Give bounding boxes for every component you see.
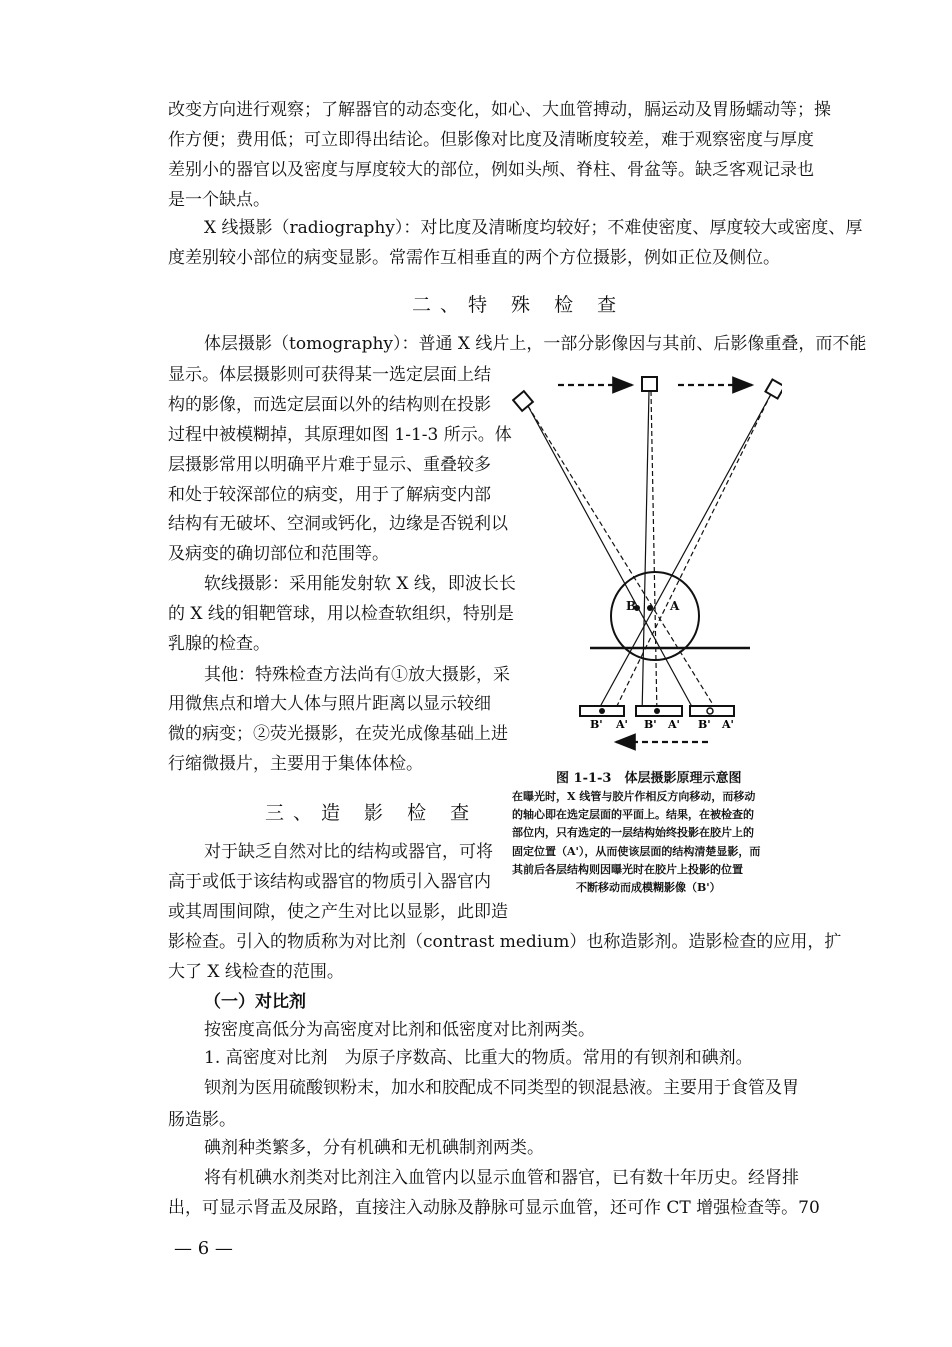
body-text-line: 或其周围间隙，使之产生对比以显影，此即造 (168, 902, 508, 922)
tomography-diagram (512, 362, 782, 762)
xray-tube-left (513, 391, 533, 411)
figure-title: 图 1-1-3 体层摄影原理示意图 (556, 771, 742, 786)
body-text-line: 出，可显示肾盂及尿路，直接注入动脉及静脉可显示血管，还可作 CT 增强检查等。70 (168, 1198, 820, 1218)
page-number: — 6 — (174, 1238, 233, 1259)
body-text-line: 高于或低于该结构或器官的物质引入器官内 (168, 872, 491, 892)
body-text-line: 差别小的器官以及密度与厚度较大的部位，例如头颅、脊柱、骨盆等。缺乏客观记录也 (168, 160, 814, 180)
body-text-line: 作方便；费用低；可立即得出结论。但影像对比度及清晰度较差，难于观察密度与厚度 (168, 130, 814, 150)
body-text-line: 将有机碘水剂类对比剂注入血管内以显示血管和器官，已有数十年历史。经肾排 (204, 1168, 799, 1188)
point-a-label: A (670, 599, 680, 613)
film-label: B' (698, 718, 711, 731)
body-text-line: 钡剂为医用硫酸钡粉末，加水和胶配成不同类型的钡混悬液。主要用于食管及胃 (204, 1078, 799, 1098)
point-a (647, 605, 653, 611)
section-heading: 三、造 影 检 查 (265, 802, 479, 824)
body-text-line: 软线摄影：采用能发射软 X 线，即波长长 (204, 574, 516, 594)
body-text-line: 1. 高密度对比剂 为原子序数高、比重大的物质。常用的有钡剂和碘剂。 (204, 1048, 753, 1068)
body-text-line: 改变方向进行观察；了解器官的动态变化，如心、大血管搏动，膈运动及胃肠蠕动等；操 (168, 100, 831, 120)
figure-caption-line: 部位内，只有选定的一层结构始终投影在胶片上的 (512, 826, 754, 839)
subsection-heading: （一）对比剂 (204, 992, 306, 1012)
body-text-line: 结构有无破坏、空洞或钙化，边缘是否锐利以 (168, 514, 508, 534)
body-text-line: 的 X 线的钼靶管球，用以检查软组织，特别是 (168, 604, 514, 624)
film-strip (690, 706, 734, 716)
body-text-line: 其他：特殊检查方法尚有①放大摄影，采 (204, 665, 510, 685)
body-text-line: 微的病变；②荧光摄影，在荧光成像基础上进 (168, 724, 508, 744)
body-text-line: 显示。体层摄影则可获得某一选定层面上结 (168, 365, 491, 385)
section-heading: 二、特 殊 检 查 (412, 294, 626, 316)
body-text-line: 行缩微摄片，主要用于集体体检。 (168, 754, 423, 774)
body-text-line: 体层摄影（tomography）：普通 X 线片上，一部分影像因与其前、后影像重叠，而不能 (204, 334, 867, 354)
figure-caption-line: 不断移动而成模糊影像（B'） (576, 881, 721, 894)
film-label: A' (722, 718, 734, 731)
body-text-line: X 线摄影（radiography）：对比度及清晰度均较好；不难使密度、厚度较大或密度、厚 (204, 218, 863, 238)
body-text-line: 按密度高低分为高密度对比剂和低密度对比剂两类。 (204, 1020, 595, 1040)
figure-caption-line: 固定位置（A'），从而使该层面的结构清楚显影，而 (512, 845, 761, 858)
figure-caption-line: 其前后各层结构则因曝光时在胶片上投影的位置 (512, 863, 743, 876)
xray-tube-right (765, 379, 782, 398)
film-label: B' (644, 718, 657, 731)
body-text-line: 构的影像，而选定层面以外的结构则在投影 (168, 395, 491, 415)
film-label: A' (616, 718, 628, 731)
body-text-line: 用微焦点和增大人体与照片距离以显示较细 (168, 694, 491, 714)
body-text-line: 是一个缺点。 (168, 190, 270, 210)
body-text-line: 度差别较小部位的病变显影。常需作互相垂直的两个方位摄影，例如正位及侧位。 (168, 248, 780, 268)
body-text-line: 和处于较深部位的病变，用于了解病变内部 (168, 485, 491, 505)
body-text-line: 层摄影常用以明确平片难于显示、重叠较多 (168, 455, 491, 475)
body-text-line: 过程中被模糊掉，其原理如图 1-1-3 所示。体 (168, 425, 512, 445)
body-text-line: 大了 X 线检查的范围。 (168, 962, 344, 982)
film-label: A' (668, 718, 680, 731)
body-text-line: 对于缺乏自然对比的结构或器官，可将 (204, 842, 493, 862)
xray-tube-center (642, 377, 657, 391)
film-label: B' (590, 718, 603, 731)
point-b-label: B (626, 599, 637, 613)
body-text-line: 碘剂种类繁多，分有机碘和无机碘制剂两类。 (204, 1138, 544, 1158)
figure-caption-line: 在曝光时，X 线管与胶片作相反方向移动，而移动 (512, 790, 756, 803)
figure-caption-line: 的轴心即在选定层面的平面上。结果，在被检查的 (512, 808, 754, 821)
body-text-line: 乳腺的检查。 (168, 634, 270, 654)
body-text-line: 肠造影。 (168, 1110, 236, 1130)
body-text-line: 影检查。引入的物质称为对比剂（contrast medium）也称造影剂。造影检查的应用，扩 (168, 932, 842, 952)
body-text-line: 及病变的确切部位和范围等。 (168, 544, 389, 564)
